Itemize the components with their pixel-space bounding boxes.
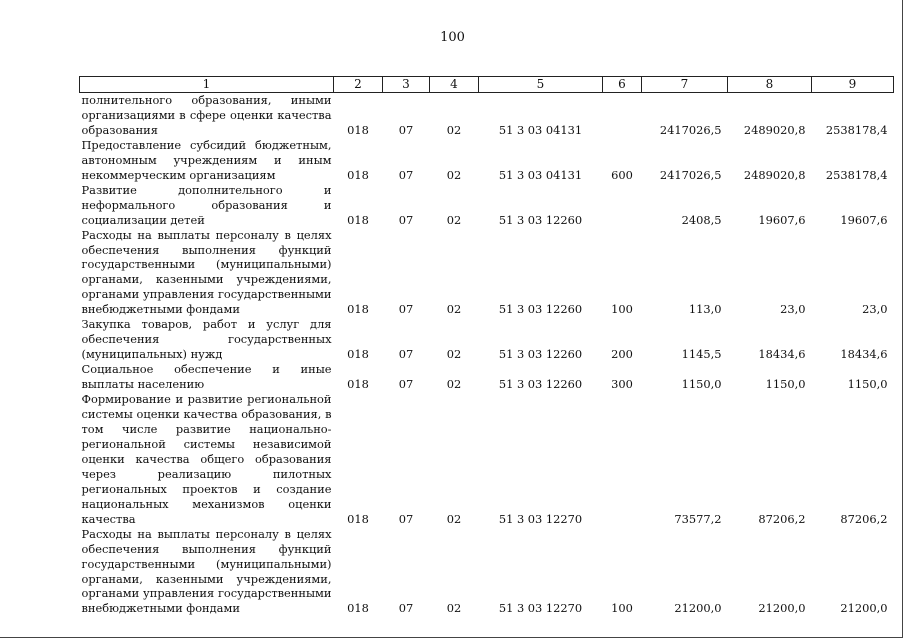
section-code: 07 (398, 511, 414, 526)
amount-year-3: 18434,6 (840, 347, 888, 362)
subsection-code: 02 (446, 122, 462, 137)
subsection-code: 02 (446, 302, 462, 317)
amount-year-3: 23,0 (862, 302, 888, 317)
target-item-code: 51 3 03 12260 (498, 347, 583, 362)
table-row (80, 183, 894, 228)
ministry-code: 018 (347, 601, 369, 616)
target-item-code: 51 3 03 12270 (498, 601, 583, 616)
expense-type-code (603, 392, 642, 527)
column-header: 3 (383, 77, 430, 93)
column-header: 9 (812, 77, 894, 93)
target-item-code: 51 3 03 12260 (498, 377, 583, 392)
amount-year-2: 1150,0 (765, 377, 806, 392)
amount-year-2: 2489020,8 (743, 167, 806, 182)
column-header: 2 (334, 77, 383, 93)
ministry-code: 018 (347, 167, 369, 182)
row-description: полнительного образования, иными организациями в сфере оценки качества образования (81, 93, 332, 137)
subsection-code: 02 (446, 212, 462, 227)
row-description: Расходы на выплаты персоналу в целях обеспечения выполнения функций государственными (муниципальными) органами, казенными учреждениями, органами управления государственными внебюджетными фондами (81, 526, 332, 616)
amount-year-1: 21200,0 (674, 601, 722, 616)
ministry-code: 018 (347, 122, 369, 137)
subsection-code: 02 (446, 601, 462, 616)
section-code: 07 (398, 601, 414, 616)
amount-year-2: 87206,2 (758, 511, 806, 526)
table-row (80, 317, 894, 362)
amount-year-1: 73577,2 (674, 511, 722, 526)
table-row (80, 93, 894, 138)
column-header: 4 (430, 77, 479, 93)
table-row (80, 527, 894, 617)
target-item-code: 51 3 03 12270 (498, 511, 583, 526)
row-description: Развитие дополнительного и неформального образования и социализации детей (81, 182, 332, 227)
section-code: 07 (398, 212, 414, 227)
amount-year-3: 2538178,4 (825, 122, 888, 137)
table-row (80, 362, 894, 392)
amount-year-1: 2417026,5 (659, 122, 722, 137)
section-code: 07 (398, 122, 414, 137)
column-header: 6 (603, 77, 642, 93)
section-code: 07 (398, 377, 414, 392)
subsection-code: 02 (446, 377, 462, 392)
column-header: 5 (479, 77, 603, 93)
amount-year-3: 19607,6 (840, 212, 888, 227)
section-code: 07 (398, 302, 414, 317)
amount-year-2: 2489020,8 (743, 122, 806, 137)
amount-year-1: 2417026,5 (659, 167, 722, 182)
ministry-code: 018 (347, 511, 369, 526)
amount-year-1: 2408,5 (681, 212, 722, 227)
amount-year-3: 87206,2 (840, 511, 888, 526)
table-header-row (80, 77, 894, 93)
expense-type-code (603, 183, 642, 228)
amount-year-3: 2538178,4 (825, 167, 888, 182)
row-description: Закупка товаров, работ и услуг для обеспечения государственных (муниципальных) нужд (81, 317, 332, 362)
target-item-code: 51 3 03 04131 (498, 167, 583, 182)
budget-table (79, 76, 894, 616)
page-number: 100 (440, 30, 465, 45)
subsection-code: 02 (446, 511, 462, 526)
column-header: 1 (80, 77, 334, 93)
expense-type-code: 600 (611, 167, 633, 182)
amount-year-1: 113,0 (688, 302, 722, 317)
row-description: Предоставление субсидий бюджетным, автономным учреждениям и иным некоммерческим организациям (81, 137, 332, 182)
ministry-code: 018 (347, 302, 369, 317)
expense-type-code (603, 93, 642, 138)
table-row (80, 138, 894, 183)
amount-year-3: 21200,0 (840, 601, 888, 616)
expense-type-code: 300 (611, 377, 633, 392)
amount-year-2: 18434,6 (758, 347, 806, 362)
ministry-code: 018 (347, 212, 369, 227)
amount-year-1: 1145,5 (681, 347, 722, 362)
subsection-code: 02 (446, 347, 462, 362)
amount-year-2: 19607,6 (758, 212, 806, 227)
row-description: Расходы на выплаты персоналу в целях обеспечения выполнения функций государственными (муниципальными) органами, казенными учреждениями, органами управления государственными внебюджетными фондами (81, 227, 332, 317)
section-code: 07 (398, 347, 414, 362)
section-code: 07 (398, 167, 414, 182)
column-header: 8 (728, 77, 812, 93)
amount-year-2: 21200,0 (758, 601, 806, 616)
table-row (80, 392, 894, 527)
expense-type-code: 100 (611, 601, 633, 616)
column-header: 7 (642, 77, 728, 93)
ministry-code: 018 (347, 377, 369, 392)
amount-year-1: 1150,0 (681, 377, 722, 392)
target-item-code: 51 3 03 12260 (498, 302, 583, 317)
table-row (80, 228, 894, 318)
target-item-code: 51 3 03 12260 (498, 212, 583, 227)
row-description: Формирование и развитие региональной системы оценки качества образования, в том числе развитие национально-региональной системы независимой оценки качества общего образования через реализацию пилотных региональных проектов и создание национальных механизмов оценки качества (81, 392, 332, 526)
ministry-code: 018 (347, 347, 369, 362)
row-description: Социальное обеспечение и иные выплаты населению (81, 362, 332, 392)
expense-type-code: 100 (611, 302, 633, 317)
subsection-code: 02 (446, 167, 462, 182)
target-item-code: 51 3 03 04131 (498, 122, 583, 137)
expense-type-code: 200 (611, 347, 633, 362)
amount-year-3: 1150,0 (847, 377, 888, 392)
amount-year-2: 23,0 (780, 302, 806, 317)
